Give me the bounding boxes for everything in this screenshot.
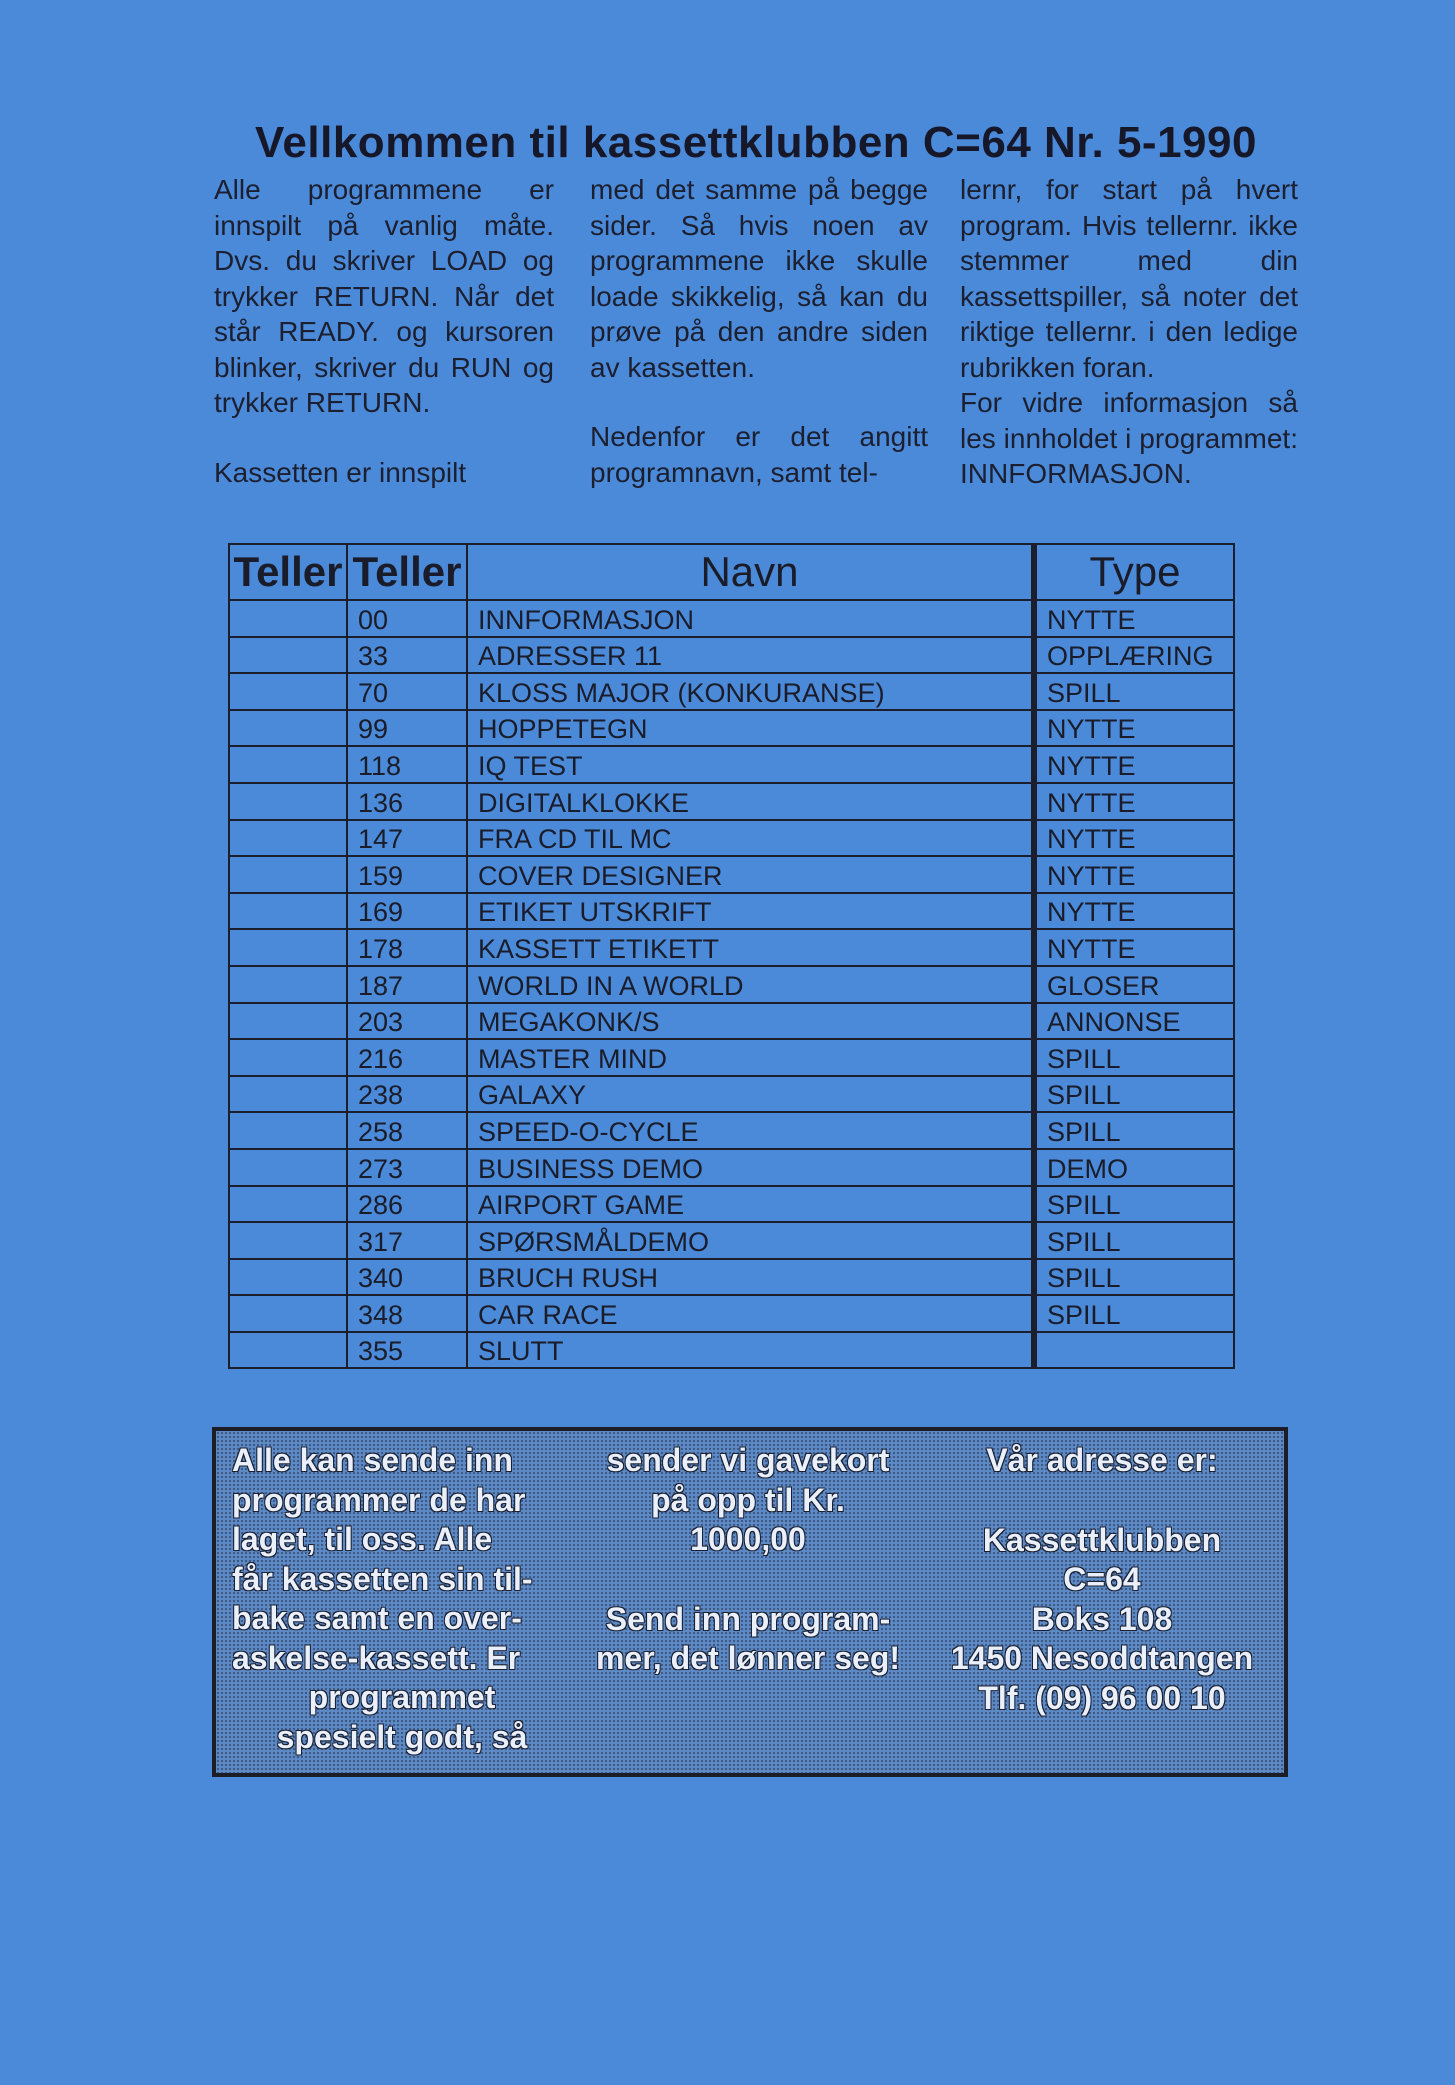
navn-cell: WORLD IN A WORLD: [467, 966, 1034, 1003]
header-navn: Navn: [467, 544, 1034, 600]
navn-cell: CAR RACE: [467, 1295, 1034, 1332]
teller-cell: 136: [347, 783, 467, 820]
type-cell: NYTTE: [1034, 820, 1234, 857]
teller-blank-cell: [229, 673, 347, 710]
teller-blank-cell: [229, 893, 347, 930]
submission-box: [212, 1427, 1288, 1777]
teller-blank-cell: [229, 820, 347, 857]
intro-column-2: [590, 172, 928, 490]
teller-blank-cell: [229, 1039, 347, 1076]
intro-paragraph: lernr, for start på hvert program. Hvis tellernr. ikke stemmer med din kassettspiller, så noter det riktige tellernr. i den ledige rubrikken foran.: [960, 174, 1298, 383]
type-cell: SPILL: [1034, 1039, 1234, 1076]
teller-cell: 355: [347, 1332, 467, 1369]
table-row: [229, 1186, 1234, 1223]
teller-blank-cell: [229, 1186, 347, 1223]
address-line: Boks 108: [1031, 1600, 1173, 1637]
teller-blank-cell: [229, 746, 347, 783]
box-left-column: [232, 1441, 572, 1757]
box-right-column: [924, 1441, 1280, 1718]
navn-cell: BUSINESS DEMO: [467, 1149, 1034, 1186]
type-cell: NYTTE: [1034, 893, 1234, 930]
intro-paragraph: For vidre informasjon så les innholdet i programmet: INNFORMASJON.: [960, 387, 1298, 489]
teller-blank-cell: [229, 1295, 347, 1332]
teller-cell: 33: [347, 637, 467, 674]
type-cell: SPILL: [1034, 1295, 1234, 1332]
box-line: bake samt en over-: [232, 1600, 522, 1636]
type-cell: SPILL: [1034, 673, 1234, 710]
header-type: Type: [1034, 544, 1234, 600]
navn-cell: SLUTT: [467, 1332, 1034, 1369]
teller-blank-cell: [229, 1222, 347, 1259]
type-cell: NYTTE: [1034, 929, 1234, 966]
navn-cell: GALAXY: [467, 1076, 1034, 1113]
teller-cell: 238: [347, 1076, 467, 1113]
type-cell: NYTTE: [1034, 783, 1234, 820]
intro-paragraph: Kassetten er innspilt: [214, 456, 467, 488]
navn-cell: AIRPORT GAME: [467, 1186, 1034, 1223]
navn-cell: BRUCH RUSH: [467, 1259, 1034, 1296]
address-line: C=64: [1063, 1561, 1141, 1597]
type-cell: SPILL: [1034, 1222, 1234, 1259]
teller-blank-cell: [229, 1259, 347, 1296]
type-cell: NYTTE: [1034, 710, 1234, 747]
teller-cell: 273: [347, 1149, 467, 1186]
table-row: [229, 1295, 1234, 1332]
type-cell: SPILL: [1034, 1112, 1234, 1149]
type-cell: NYTTE: [1034, 746, 1234, 783]
box-line: 1000,00: [690, 1521, 806, 1557]
table-row: [229, 966, 1234, 1003]
table-row: [229, 1112, 1234, 1149]
type-cell: GLOSER: [1034, 966, 1234, 1003]
teller-blank-cell: [229, 1149, 347, 1186]
navn-cell: MASTER MIND: [467, 1039, 1034, 1076]
intro-column-3: [960, 172, 1298, 492]
teller-cell: 348: [347, 1295, 467, 1332]
navn-cell: INNFORMASJON: [467, 600, 1034, 637]
address-line: Kassettklubben: [982, 1521, 1222, 1558]
box-line: programmer de har: [232, 1481, 526, 1518]
intro-paragraph: Alle programmene er innspilt på vanlig måte. Dvs. du skriver LOAD og trykker RETURN. Når det står READY. og kursoren blinker, skriver du RUN og trykker RETURN.: [214, 174, 554, 418]
teller-cell: 99: [347, 710, 467, 747]
navn-cell: ETIKET UTSKRIFT: [467, 893, 1034, 930]
teller-blank-cell: [229, 856, 347, 893]
teller-cell: 178: [347, 929, 467, 966]
table-row: [229, 1003, 1234, 1040]
teller-blank-cell: [229, 710, 347, 747]
navn-cell: KLOSS MAJOR (KONKURANSE): [467, 673, 1034, 710]
navn-cell: DIGITALKLOKKE: [467, 783, 1034, 820]
teller-blank-cell: [229, 600, 347, 637]
teller-cell: 118: [347, 746, 467, 783]
table-row: [229, 746, 1234, 783]
intro-column-1: [214, 172, 554, 490]
table-row: [229, 1076, 1234, 1113]
navn-cell: HOPPETEGN: [467, 710, 1034, 747]
teller-blank-cell: [229, 966, 347, 1003]
navn-cell: IQ TEST: [467, 746, 1034, 783]
teller-cell: 70: [347, 673, 467, 710]
box-line: sender vi gavekort: [606, 1442, 890, 1478]
type-cell: SPILL: [1034, 1186, 1234, 1223]
teller-cell: 317: [347, 1222, 467, 1259]
box-line: mer, det lønner seg!: [595, 1640, 901, 1676]
table-row: [229, 1039, 1234, 1076]
type-cell: SPILL: [1034, 1259, 1234, 1296]
table-row: [229, 1259, 1234, 1296]
table-row: [229, 783, 1234, 820]
intro-paragraph: med det samme på begge sider. Så hvis noen av programmene ikke skulle loade skikkelig, så kan du prøve på den andre siden av kassetten.: [590, 174, 928, 383]
address-heading: Vår adresse er:: [986, 1442, 1218, 1478]
intro-paragraph: Nedenfor er det angitt programnavn, samt tel-: [590, 421, 928, 488]
navn-cell: FRA CD TIL MC: [467, 820, 1034, 857]
teller-cell: 203: [347, 1003, 467, 1040]
teller-blank-cell: [229, 1112, 347, 1149]
table-row: [229, 856, 1234, 893]
box-line: programmet: [308, 1679, 496, 1715]
type-cell: OPPLÆRING: [1034, 637, 1234, 674]
box-line: spesielt godt, så: [276, 1718, 528, 1755]
type-cell: ANNONSE: [1034, 1003, 1234, 1040]
teller-cell: 340: [347, 1259, 467, 1296]
navn-cell: SPEED-O-CYCLE: [467, 1112, 1034, 1149]
teller-cell: 159: [347, 856, 467, 893]
teller-blank-cell: [229, 1003, 347, 1040]
table-row: [229, 1149, 1234, 1186]
box-line: Send inn program-: [605, 1600, 891, 1637]
table-row: [229, 710, 1234, 747]
type-cell: DEMO: [1034, 1149, 1234, 1186]
teller-blank-cell: [229, 1332, 347, 1369]
box-middle-column: [578, 1441, 918, 1679]
type-cell: NYTTE: [1034, 856, 1234, 893]
box-line: askelse-kassett. Er: [232, 1639, 521, 1676]
table-row: [229, 600, 1234, 637]
table-row: [229, 1332, 1234, 1369]
teller-blank-cell: [229, 637, 347, 674]
teller-cell: 147: [347, 820, 467, 857]
teller-cell: 286: [347, 1186, 467, 1223]
navn-cell: MEGAKONK/S: [467, 1003, 1034, 1040]
page-title: Vellkommen til kassettklubben C=64 Nr. 5-1990: [255, 118, 1257, 167]
type-cell: NYTTE: [1034, 600, 1234, 637]
table-row: [229, 673, 1234, 710]
table-row: [229, 820, 1234, 857]
teller-blank-cell: [229, 783, 347, 820]
box-line: laget, til oss. Alle: [232, 1521, 493, 1557]
table-row: [229, 1222, 1234, 1259]
table-header-row: [229, 544, 1234, 600]
table-row: [229, 893, 1234, 930]
box-line: får kassetten sin til-: [232, 1560, 533, 1597]
navn-cell: ADRESSER 11: [467, 637, 1034, 674]
program-table: [228, 543, 1235, 1369]
address-line: 1450 Nesoddtangen: [950, 1640, 1254, 1676]
address-line: Tlf. (09) 96 00 10: [978, 1679, 1226, 1716]
navn-cell: SPØRSMÅLDEMO: [467, 1222, 1034, 1259]
box-line: på opp til Kr.: [651, 1481, 845, 1518]
box-line: Alle kan sende inn: [232, 1442, 513, 1478]
navn-cell: KASSETT ETIKETT: [467, 929, 1034, 966]
type-cell: SPILL: [1034, 1076, 1234, 1113]
navn-cell: COVER DESIGNER: [467, 856, 1034, 893]
table-row: [229, 637, 1234, 674]
table-row: [229, 929, 1234, 966]
teller-cell: 216: [347, 1039, 467, 1076]
type-cell: [1034, 1332, 1234, 1369]
header-teller: Teller: [347, 544, 467, 600]
teller-cell: 169: [347, 893, 467, 930]
teller-blank-cell: [229, 1076, 347, 1113]
teller-cell: 00: [347, 600, 467, 637]
header-teller-blank: Teller: [229, 544, 347, 600]
teller-blank-cell: [229, 929, 347, 966]
teller-cell: 187: [347, 966, 467, 1003]
teller-cell: 258: [347, 1112, 467, 1149]
